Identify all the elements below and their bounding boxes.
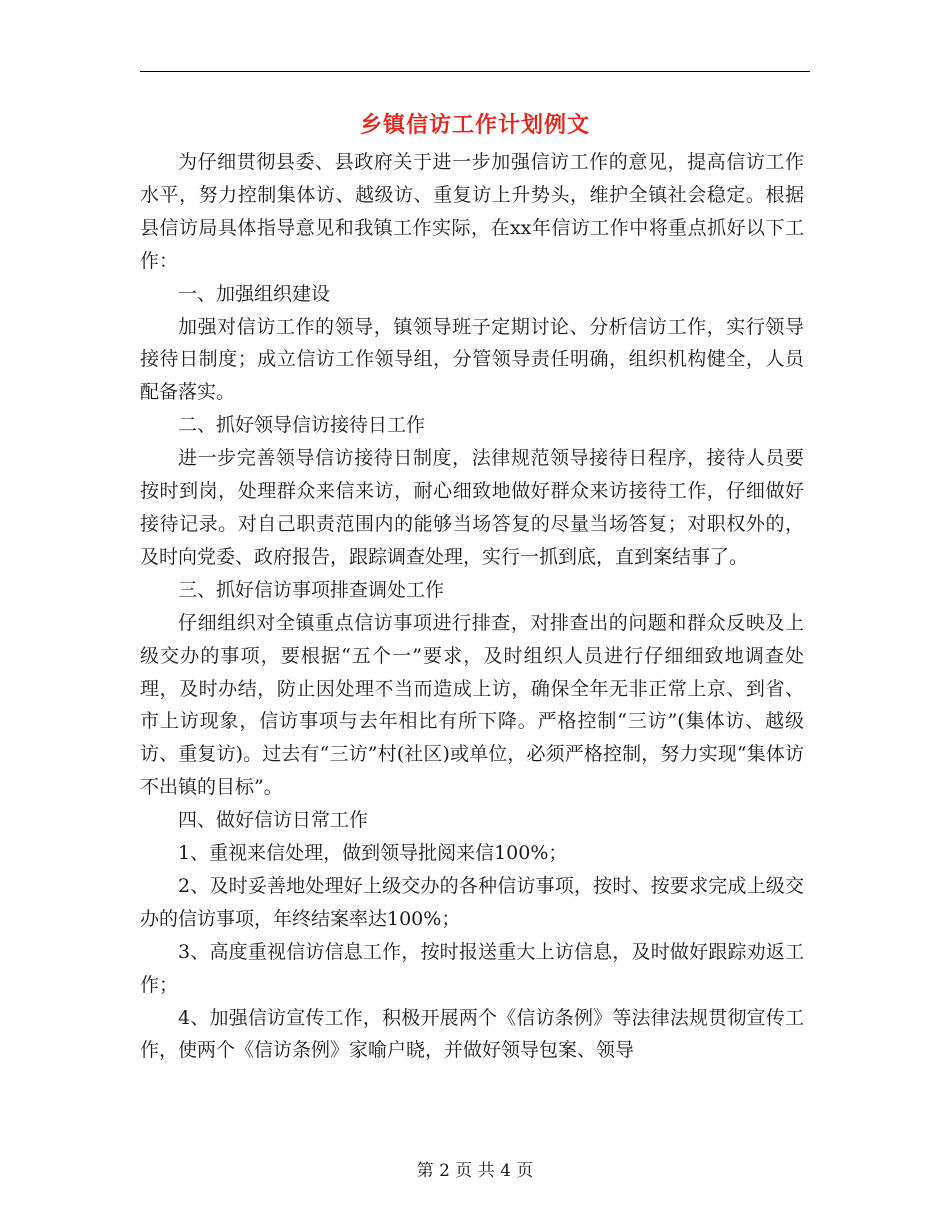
paragraph: 进一步完善领导信访接待日制度，法律规范领导接待日程序，接待人员要按时到岗，处理群众来信来访，耐心细致地做好群众来访接待工作，仔细做好接待记录。对自己职责范围内的能够当场答复的尽量当场答复；对职权外的，及时向党委、政府报告，跟踪调查处理，实行一抓到底，直到案结事了。 [140, 447, 804, 568]
header-rule [140, 71, 810, 72]
section-heading-1: 一、加强组织建设 [178, 282, 331, 305]
paragraph: 仔细组织对全镇重点信访事项进行排查，对排查出的问题和群众反映及上级交办的事项，要根据“五个一”要求，及时组织人员进行仔细细致地调查处理，及时办结，防止因处理不当而造成上访，确保全年无非正常上京、到省、市上访现象，信访事项与去年相比有所下降。严格控制“三访”(集体访、越级访、重复访)。过去有“三访”村(社区)或单位，必须严格控制，努力实现“集体访不出镇的目标”。 [140, 611, 804, 799]
section-heading-4: 四、做好信访日常工作 [178, 809, 369, 832]
page-number-footer: 第 2 页 共 4 页 [416, 1161, 534, 1181]
paragraph: 加强对信访工作的领导，镇领导班子定期讨论、分析信访工作，实行领导接待日制度；成立信访工作领导组，分管领导责任明确，组织机构健全，人员配备落实。 [140, 315, 804, 404]
section-heading-2: 二、抓好领导信访接待日工作 [178, 414, 426, 437]
document-body [140, 146, 804, 1067]
paragraph-intro: 为仔细贯彻县委、县政府关于进一步加强信访工作的意见，提高信访工作水平，努力控制集体访、越级访、重复访上升势头，维护全镇社会稳定。根据县信访局具体指导意见和我镇工作实际，在xx年信访工作中将重点抓好以下工作： [140, 151, 804, 272]
document-title: 乡镇信访工作计划例文 [359, 112, 590, 138]
list-item: 4、加强信访宣传工作，积极开展两个《信访条例》等法律法规贯彻宣传工作，使两个《信访条例》家喻户晓，并做好领导包案、领导 [140, 1006, 804, 1062]
list-item: 2、及时妥善地处理好上级交办的各种信访事项，按时、按要求完成上级交办的信访事项，年终结案率达100%； [140, 874, 804, 930]
section-heading-3: 三、抓好信访事项排查调处工作 [178, 578, 445, 601]
list-item: 3、高度重视信访信息工作，按时报送重大上访信息，及时做好跟踪劝返工作； [140, 940, 804, 996]
list-item: 1、重视来信处理，做到领导批阅来信100%； [178, 842, 568, 865]
